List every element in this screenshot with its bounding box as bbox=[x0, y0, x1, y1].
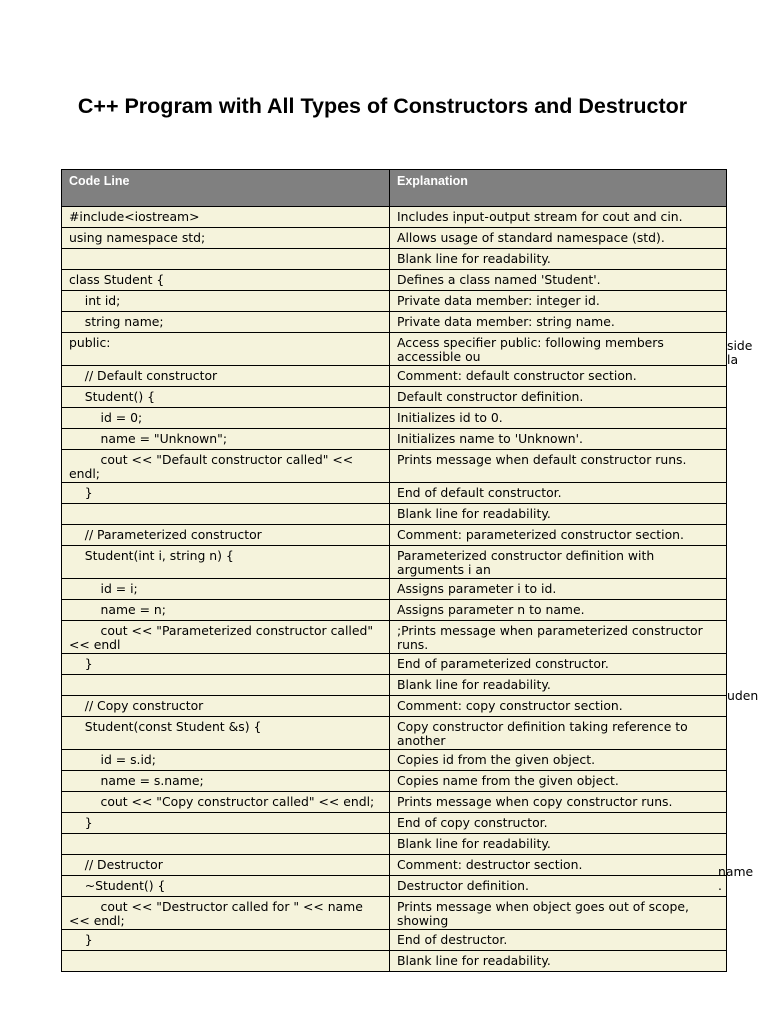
explanation-cell: Prints message when copy constructor runs. bbox=[390, 792, 727, 813]
explanation-cell: Parameterized constructor definition with arguments i an bbox=[390, 546, 727, 579]
code-line-cell: } bbox=[62, 654, 390, 675]
table-row bbox=[62, 834, 727, 855]
code-line-cell: } bbox=[62, 483, 390, 504]
code-line-cell: class Student { bbox=[62, 270, 390, 291]
table-row bbox=[62, 600, 727, 621]
code-line-cell bbox=[62, 675, 390, 696]
overflow-text-fragment: name . bbox=[718, 864, 754, 893]
explanation-cell: Includes input-output stream for cout and cin. bbox=[390, 207, 727, 228]
code-line-cell bbox=[62, 951, 390, 972]
code-line-cell: Student(int i, string n) { bbox=[62, 546, 390, 579]
explanation-cell: Comment: copy constructor section. bbox=[390, 696, 727, 717]
code-line-cell: } bbox=[62, 930, 390, 951]
code-line-cell bbox=[62, 834, 390, 855]
table-row bbox=[62, 930, 727, 951]
explanation-cell: Copy constructor definition taking reference to another bbox=[390, 717, 727, 750]
code-line-cell bbox=[62, 249, 390, 270]
code-line-cell: // Copy constructor bbox=[62, 696, 390, 717]
explanation-cell: Initializes name to 'Unknown'. bbox=[390, 429, 727, 450]
table-row bbox=[62, 621, 727, 654]
explanation-cell: Copies id from the given object. bbox=[390, 750, 727, 771]
code-explanation-table bbox=[61, 169, 727, 972]
explanation-cell: Access specifier public: following members accessible ou bbox=[390, 333, 727, 366]
explanation-cell: End of copy constructor. bbox=[390, 813, 727, 834]
explanation-cell: Comment: default constructor section. bbox=[390, 366, 727, 387]
code-line-cell: // Parameterized constructor bbox=[62, 525, 390, 546]
code-line-cell: id = 0; bbox=[62, 408, 390, 429]
code-line-cell bbox=[62, 504, 390, 525]
explanation-cell: Blank line for readability. bbox=[390, 675, 727, 696]
table-row bbox=[62, 855, 727, 876]
code-line-cell: cout << "Copy constructor called" << endl; bbox=[62, 792, 390, 813]
table-row bbox=[62, 579, 727, 600]
explanation-cell: End of destructor. bbox=[390, 930, 727, 951]
table-row bbox=[62, 270, 727, 291]
explanation-cell: Prints message when object goes out of scope, showing bbox=[390, 897, 727, 930]
table-row bbox=[62, 717, 727, 750]
table-header-row bbox=[62, 170, 727, 207]
table-row bbox=[62, 897, 727, 930]
explanation-cell: Default constructor definition. bbox=[390, 387, 727, 408]
code-line-cell: int id; bbox=[62, 291, 390, 312]
code-line-cell: cout << "Destructor called for " << name << endl; bbox=[62, 897, 390, 930]
explanation-cell: Blank line for readability. bbox=[390, 834, 727, 855]
table-row bbox=[62, 312, 727, 333]
table-row bbox=[62, 408, 727, 429]
code-line-cell: id = i; bbox=[62, 579, 390, 600]
code-line-cell: using namespace std; bbox=[62, 228, 390, 249]
code-line-cell: Student(const Student &s) { bbox=[62, 717, 390, 750]
overflow-text-fragment: uden bbox=[727, 688, 759, 703]
table-row bbox=[62, 771, 727, 792]
explanation-cell: Private data member: integer id. bbox=[390, 291, 727, 312]
overflow-text-fragment: side la bbox=[727, 338, 753, 367]
explanation-cell: Copies name from the given object. bbox=[390, 771, 727, 792]
explanation-cell: Comment: parameterized constructor section. bbox=[390, 525, 727, 546]
code-line-cell: name = n; bbox=[62, 600, 390, 621]
table-row bbox=[62, 876, 727, 897]
explanation-cell: ;Prints message when parameterized constructor runs. bbox=[390, 621, 727, 654]
table-row bbox=[62, 429, 727, 450]
explanation-cell: Prints message when default constructor runs. bbox=[390, 450, 727, 483]
explanation-cell: Destructor definition. bbox=[390, 876, 727, 897]
code-line-cell: name = "Unknown"; bbox=[62, 429, 390, 450]
table-row bbox=[62, 792, 727, 813]
explanation-cell: Private data member: string name. bbox=[390, 312, 727, 333]
table-row bbox=[62, 207, 727, 228]
table-row bbox=[62, 366, 727, 387]
code-line-cell: cout << "Parameterized constructor called" << endl bbox=[62, 621, 390, 654]
code-line-cell: string name; bbox=[62, 312, 390, 333]
table-row bbox=[62, 654, 727, 675]
table-row bbox=[62, 675, 727, 696]
header-code-line: Code Line bbox=[62, 170, 390, 207]
explanation-cell: Defines a class named 'Student'. bbox=[390, 270, 727, 291]
code-line-cell: cout << "Default constructor called" << endl; bbox=[62, 450, 390, 483]
code-line-cell: id = s.id; bbox=[62, 750, 390, 771]
code-line-cell: // Destructor bbox=[62, 855, 390, 876]
explanation-cell: End of parameterized constructor. bbox=[390, 654, 727, 675]
table-row bbox=[62, 483, 727, 504]
explanation-cell: Comment: destructor section. bbox=[390, 855, 727, 876]
table-row bbox=[62, 387, 727, 408]
code-line-cell: Student() { bbox=[62, 387, 390, 408]
explanation-cell: Blank line for readability. bbox=[390, 504, 727, 525]
explanation-cell: Assigns parameter i to id. bbox=[390, 579, 727, 600]
table-row bbox=[62, 228, 727, 249]
table-row bbox=[62, 525, 727, 546]
explanation-cell: Blank line for readability. bbox=[390, 951, 727, 972]
header-explanation: Explanation bbox=[390, 170, 727, 207]
table-row bbox=[62, 249, 727, 270]
table-row bbox=[62, 696, 727, 717]
table-row bbox=[62, 450, 727, 483]
code-line-cell: } bbox=[62, 813, 390, 834]
explanation-cell: End of default constructor. bbox=[390, 483, 727, 504]
page-title: C++ Program with All Types of Constructors and Destructor bbox=[77, 94, 688, 118]
table-row bbox=[62, 291, 727, 312]
code-line-cell: name = s.name; bbox=[62, 771, 390, 792]
code-line-cell: #include<iostream> bbox=[62, 207, 390, 228]
explanation-cell: Blank line for readability. bbox=[390, 249, 727, 270]
table-row bbox=[62, 333, 727, 366]
table-row bbox=[62, 750, 727, 771]
code-line-cell: public: bbox=[62, 333, 390, 366]
table-row bbox=[62, 504, 727, 525]
explanation-cell: Initializes id to 0. bbox=[390, 408, 727, 429]
explanation-cell: Allows usage of standard namespace (std). bbox=[390, 228, 727, 249]
code-line-cell: // Default constructor bbox=[62, 366, 390, 387]
explanation-cell: Assigns parameter n to name. bbox=[390, 600, 727, 621]
table-row bbox=[62, 813, 727, 834]
table-row bbox=[62, 951, 727, 972]
table-row bbox=[62, 546, 727, 579]
code-line-cell: ~Student() { bbox=[62, 876, 390, 897]
